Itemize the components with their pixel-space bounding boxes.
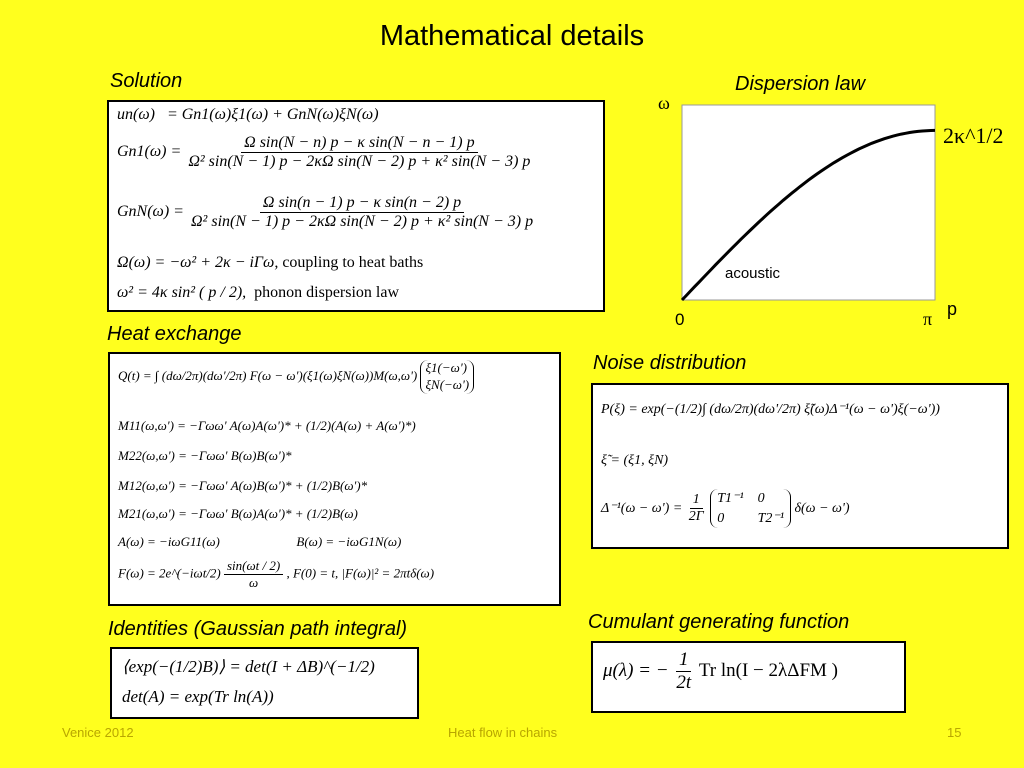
solution-line-2: Gn1(ω) = $\frac{\text{Ω sin(N − n) p − κ sin(N − n − 1) p}}{\text{Ω² sin(N − 1) p − 2κΩ sin(N − 2) p + κ² sin(N − 3) p}}$ [117, 134, 531, 170]
solution-line-3: GnN(ω) = $\frac{\text{Ω sin(n − 1) p − κ sin(n − 2) p}}{\text{Ω² sin(N − 1) p − 2κΩ sin(N − 2) p + κ² sin(N − 3) p}}$ [117, 194, 534, 230]
noise-xi-line: ξ̃ = (ξ1, ξN) [601, 453, 669, 468]
curve-annotation: acoustic [725, 265, 781, 282]
heat-f-line: F(ω) = 2e^(−iωt/2) $\frac{\sin(\omega t / 2)}{\omega}$ , F(0) = t, |F(ω)|² = 2πtδ(ω) [118, 558, 435, 590]
heat-m12-line: M12(ω,ω') = −Γωω' A(ω)B(ω')* + (1/2)B(ω')* [118, 478, 368, 493]
solution-box [107, 100, 605, 312]
heat-exchange-box [108, 352, 561, 606]
cumulant-line: μ(λ) = − $\frac{1}{2t}$ Tr ln(I − 2λΔFM ) [603, 649, 838, 693]
dispersion-chart [650, 85, 1010, 330]
noise-heading: Noise distribution [593, 352, 747, 374]
solution-line-4: Ω(ω) = −ω² + 2κ − iΓω, coupling to heat baths [117, 254, 424, 271]
heat-m22-line: M22(ω,ω') = −Γωω' B(ω)B(ω')* [118, 448, 292, 463]
x-axis-label: p [947, 299, 958, 319]
heat-m21-line: M21(ω,ω') = −Γωω' B(ω)A(ω')* + (1/2)B(ω) [118, 506, 358, 521]
slide-title: Mathematical details [379, 20, 645, 52]
y-axis-label: ω [658, 93, 670, 113]
dispersion-heading: Dispersion law [735, 73, 866, 95]
identity-line-2: det(A) = exp(Tr ln(A)) [122, 687, 274, 706]
footer-center: Heat flow in chains [448, 725, 558, 740]
noise-p-line: P(ξ) = exp(−(1/2)∫ (dω/2π)(dω'/2π) ξ̃(ω)Δ⁻¹(ω − ω')ξ(−ω')) [601, 402, 940, 417]
slide-number: 15 [947, 725, 962, 740]
heat-m11-line: M11(ω,ω') = −Γωω' A(ω)A(ω')* + (1/2)(A(ω) + A(ω')*) [118, 418, 416, 433]
noise-box [591, 383, 1009, 549]
solution-line-5: ω² = 4κ sin² ( p / 2), phonon dispersion law [117, 284, 400, 301]
x-tick-max: π [923, 309, 933, 329]
heat-q-line: Q(t) = ∫ (dω/2π)(dω'/2π) F(ω − ω')(ξ1(ω)ξN(ω))M(ω,ω') ξ1(−ω') ξN(−ω') [118, 360, 474, 394]
x-tick-min: 0 [675, 310, 685, 329]
footer-left: Venice 2012 [62, 725, 134, 740]
identities-heading: Identities (Gaussian path integral) [108, 618, 408, 640]
solution-line-1: un(ω) = Gn1(ω)ξ1(ω) + GnN(ω)ξN(ω) [117, 106, 379, 123]
noise-delta-line: Δ⁻¹(ω − ω') = $\frac{1}{2\Gamma}$ T1⁻¹ 0 0 T2⁻¹ δ(ω − ω') [601, 489, 850, 528]
max-value-label: 2κ^1/2 [943, 123, 1004, 148]
heat-exchange-heading: Heat exchange [107, 323, 242, 345]
identities-box [110, 647, 419, 719]
cumulant-heading: Cumulant generating function [588, 611, 850, 633]
heat-ab-line: A(ω) = −iωG11(ω) B(ω) = −iωG1N(ω) [118, 534, 402, 549]
cumulant-box [591, 641, 906, 713]
identity-line-1: ⟨exp(−(1/2)B)⟩ = det(I + ΔB)^(−1/2) [122, 657, 375, 676]
solution-heading: Solution [110, 70, 183, 92]
